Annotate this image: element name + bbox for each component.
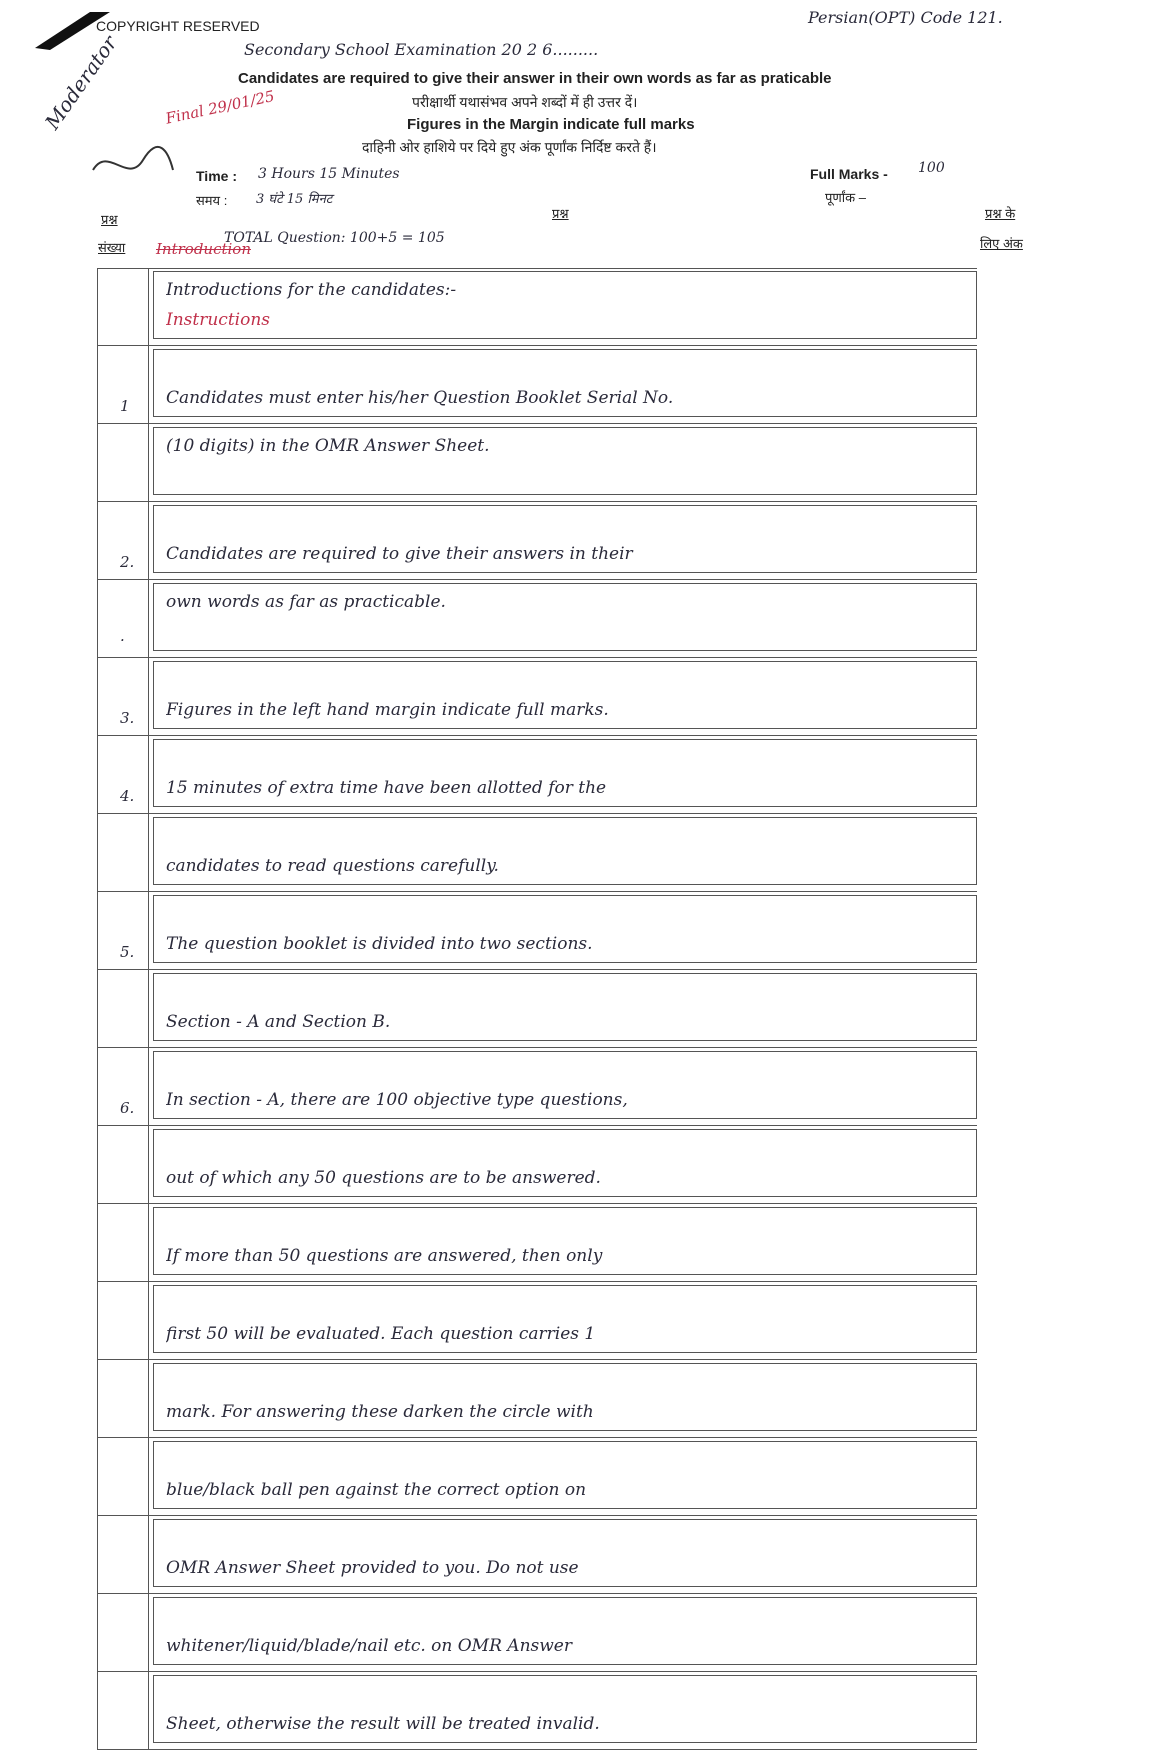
row-text-line: In section - A, there are 100 objective type questions, bbox=[166, 1090, 628, 1110]
full-marks-label: Full Marks - bbox=[810, 166, 888, 182]
row-text-cell bbox=[153, 817, 977, 885]
row-text-line: If more than 50 questions are answered, then only bbox=[166, 1246, 603, 1266]
row-text-line: out of which any 50 questions are to be answered. bbox=[166, 1168, 601, 1188]
row-number-cell bbox=[97, 268, 149, 345]
table-row bbox=[97, 1282, 977, 1360]
row-text-line: mark. For answering these darken the circle with bbox=[166, 1402, 594, 1422]
row-text-line: Introductions for the candidates:- bbox=[166, 280, 457, 300]
table-row bbox=[97, 1594, 977, 1672]
samay-value: 3 घंटे 15 मिनट bbox=[256, 192, 333, 207]
table-row bbox=[97, 580, 977, 658]
exam-title: Secondary School Examination 20 2 6......... bbox=[244, 40, 599, 59]
full-marks-value: 100 bbox=[918, 160, 945, 176]
row-number: 1 bbox=[120, 397, 130, 415]
row-text-cell bbox=[153, 1051, 977, 1119]
final-approval-note: Final 29/01/25 bbox=[164, 86, 277, 128]
row-number-cell bbox=[97, 1204, 149, 1281]
row-number-cell bbox=[97, 814, 149, 891]
table-row bbox=[97, 346, 977, 424]
row-number-cell bbox=[97, 1048, 149, 1125]
purnank-label: पूर्णांक – bbox=[825, 190, 866, 205]
instruction-english: Candidates are required to give their answer in their own words as far as praticable bbox=[238, 70, 832, 87]
row-number-cell bbox=[97, 1126, 149, 1203]
figures-note-hindi: दाहिनी ओर हाशिये पर दिये हुए अंक पूर्णांक निर्दिष्ट करते हैं। bbox=[362, 139, 657, 155]
table-row bbox=[97, 1360, 977, 1438]
table-row bbox=[97, 424, 977, 502]
row-number: 5. bbox=[120, 943, 135, 961]
table-row bbox=[97, 268, 977, 346]
row-number-cell bbox=[97, 1594, 149, 1671]
table-row bbox=[97, 1204, 977, 1282]
row-number: 4. bbox=[120, 787, 135, 805]
moderator-signature: Moderator bbox=[40, 31, 122, 134]
row-text-cell bbox=[153, 739, 977, 807]
table-row bbox=[97, 658, 977, 736]
row-text-line: candidates to read questions carefully. bbox=[166, 856, 499, 876]
row-number-cell bbox=[97, 658, 149, 735]
row-text-cell bbox=[153, 427, 977, 495]
column-question-number-label: प्रश्न bbox=[101, 212, 118, 227]
row-text-cell bbox=[153, 1363, 977, 1431]
table-row bbox=[97, 502, 977, 580]
table-row bbox=[97, 970, 977, 1048]
row-number: 6. bbox=[120, 1099, 135, 1117]
row-number-cell bbox=[97, 736, 149, 813]
row-text-line: The question booklet is divided into two sections. bbox=[166, 934, 593, 954]
row-number-cell bbox=[97, 580, 149, 657]
table-row bbox=[97, 814, 977, 892]
row-text-line: Sheet, otherwise the result will be treated invalid. bbox=[166, 1714, 600, 1734]
row-number-cell bbox=[97, 1282, 149, 1359]
row-text-line: 15 minutes of extra time have been allotted for the bbox=[166, 778, 607, 798]
instruction-table bbox=[97, 268, 977, 1750]
row-number-cell bbox=[97, 1438, 149, 1515]
table-row bbox=[97, 736, 977, 814]
column-question-number-label-2: संख्या bbox=[98, 240, 126, 255]
subject-code-note: Persian(OPT) Code 121. bbox=[808, 8, 1003, 27]
column-marks-label: प्रश्न के bbox=[985, 206, 1016, 221]
row-number-cell bbox=[97, 346, 149, 423]
row-text-line: Instructions bbox=[166, 310, 270, 330]
row-number: 3. bbox=[120, 709, 135, 727]
row-text-cell bbox=[153, 895, 977, 963]
column-question-label: प्रश्न bbox=[552, 206, 569, 221]
row-number-cell bbox=[97, 1360, 149, 1437]
row-text-line: (10 digits) in the OMR Answer Sheet. bbox=[166, 436, 490, 456]
column-marks-label-2: लिए अंक bbox=[980, 236, 1023, 251]
row-text-line: own words as far as practicable. bbox=[166, 592, 446, 612]
time-value: 3 Hours 15 Minutes bbox=[258, 166, 400, 182]
table-row bbox=[97, 1438, 977, 1516]
row-number-cell bbox=[97, 1516, 149, 1593]
row-number-cell bbox=[97, 970, 149, 1047]
instruction-hindi: परीक्षार्थी यथासंभव अपने शब्दों में ही उत्तर दें। bbox=[412, 94, 638, 110]
row-text-cell bbox=[153, 1441, 977, 1509]
row-number: · bbox=[120, 631, 125, 649]
signature-scribble bbox=[88, 140, 178, 190]
struck-heading: Introduction bbox=[156, 240, 251, 258]
row-text-cell bbox=[153, 1519, 977, 1587]
row-number-cell bbox=[97, 424, 149, 501]
row-text-cell bbox=[153, 973, 977, 1041]
row-text-cell bbox=[153, 1285, 977, 1353]
table-row bbox=[97, 1516, 977, 1594]
samay-label: समय : bbox=[196, 193, 228, 208]
row-text-cell bbox=[153, 661, 977, 729]
row-text-cell bbox=[153, 1675, 977, 1743]
row-text-line: blue/black ball pen against the correct option on bbox=[166, 1480, 587, 1500]
row-text-cell bbox=[153, 1207, 977, 1275]
row-text-cell bbox=[153, 505, 977, 573]
row-number-cell bbox=[97, 502, 149, 579]
row-number-cell bbox=[97, 1672, 149, 1749]
table-row bbox=[97, 1048, 977, 1126]
total-questions-note: TOTAL Question: 100+5 = 105 bbox=[224, 230, 445, 246]
row-text-line: whitener/liquid/blade/nail etc. on OMR Answer bbox=[166, 1636, 572, 1656]
copyright-notice: COPYRIGHT RESERVED bbox=[96, 18, 260, 34]
row-number-cell bbox=[97, 892, 149, 969]
table-row bbox=[97, 1672, 977, 1750]
row-text-line: Section - A and Section B. bbox=[166, 1012, 391, 1032]
figures-note-english: Figures in the Margin indicate full marks bbox=[407, 116, 695, 133]
table-row bbox=[97, 892, 977, 970]
row-text-line: Candidates are required to give their answers in their bbox=[166, 544, 633, 564]
row-text-line: Candidates must enter his/her Question Booklet Serial No. bbox=[166, 388, 674, 408]
row-text-cell bbox=[153, 349, 977, 417]
row-text-cell bbox=[153, 271, 977, 339]
row-text-line: OMR Answer Sheet provided to you. Do not use bbox=[166, 1558, 579, 1578]
row-text-cell bbox=[153, 1129, 977, 1197]
row-text-cell bbox=[153, 583, 977, 651]
row-text-line: first 50 will be evaluated. Each question carries 1 bbox=[166, 1324, 596, 1344]
row-number: 2. bbox=[120, 553, 135, 571]
row-text-cell bbox=[153, 1597, 977, 1665]
time-label: Time : bbox=[196, 168, 237, 184]
table-row bbox=[97, 1126, 977, 1204]
row-text-line: Figures in the left hand margin indicate full marks. bbox=[166, 700, 609, 720]
